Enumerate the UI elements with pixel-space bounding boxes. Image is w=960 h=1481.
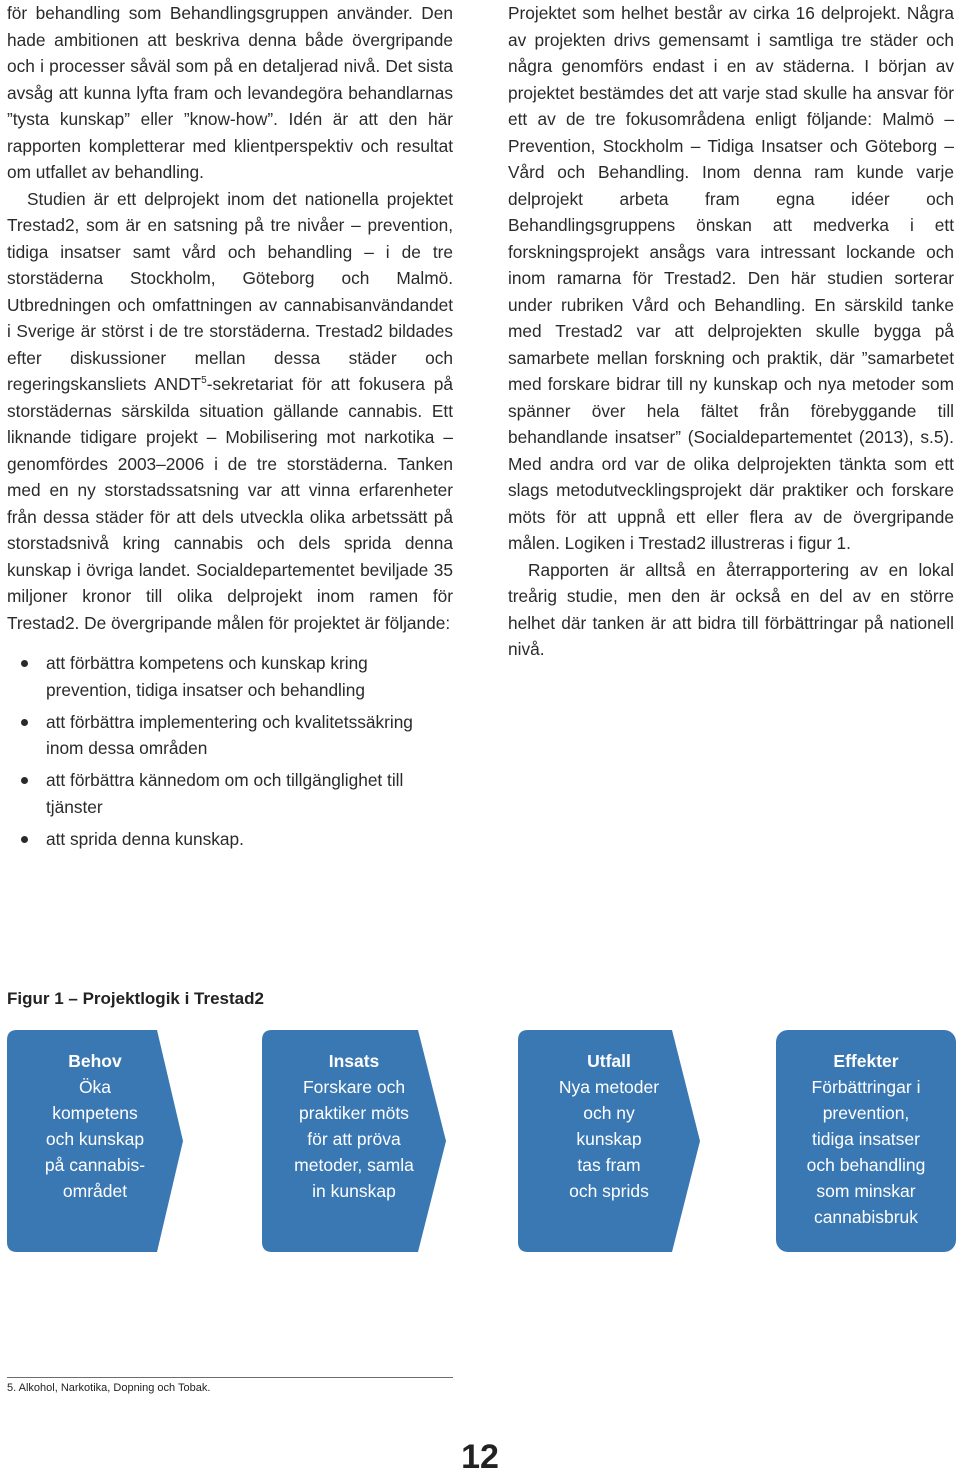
footnote: 5. Alkohol, Narkotika, Dopning och Tobak. — [7, 1382, 211, 1394]
list-item — [7, 826, 453, 853]
project-logic-flow — [0, 1030, 960, 1252]
footnote-divider — [7, 1377, 453, 1378]
flow-step-utfall — [518, 1030, 700, 1252]
list-item-text: att sprida denna kunskap. — [46, 828, 244, 849]
flow-step-heading: Insats — [328, 1051, 380, 1071]
flow-step-body: Forskare och praktiker möts för att pröva metoder, samla in kunskap — [294, 1077, 414, 1201]
list-item-text: att förbättra implementering och kvalitetssäkring inom dessa områden — [46, 711, 413, 758]
bullet-icon — [21, 836, 28, 843]
flow-step-heading: Behov — [68, 1051, 122, 1071]
paragraph: Rapporten är alltså en återrapportering av en lokal treårig studie, men den är också en del av en större helhet där tanken är att bidra till förbättringar på nationell nivå. — [508, 559, 954, 659]
bullet-icon — [21, 660, 28, 667]
bullet-icon — [21, 777, 28, 784]
paragraph: för behandling som Behandlingsgruppen använder. Den hade ambitionen att beskriva denna både övergripande och i processer såväl som på en detaljerad nivå. Det sista avsåg att kunna lyfta fram och levandegöra behandlarnas ”tysta kunskap” eller ”know-how”. Idén är att den här rapporten kompletterar med klientperspektiv och resultat om utfallet av behandling. — [7, 3, 453, 182]
paragraph-trestad2 — [7, 186, 453, 637]
left-text-column — [7, 0, 453, 858]
flow-step-effekter — [776, 1030, 956, 1252]
list-item — [7, 767, 453, 820]
figure-title: Figur 1 – Projektlogik i Trestad2 — [7, 989, 264, 1008]
flow-step-text — [776, 1048, 956, 1230]
flow-step-body: Öka kompetens och kunskap på cannabis- området — [44, 1077, 146, 1201]
paragraph-text: -sekretariat för att fokusera på storstädernas särskilda situation gällande cannabis. Ett liknande tidigare projekt – Mobilisering mot narkotika – genomfördes 2003–2006 i de tre storstäderna. Tanken med en ny storstadssatsning var att vinna erfarenheter från dessa städer för att dels utveckla olika arbetssätt på storstadsnivå kring cannabis och dels sprida denna kunskap i övriga landet. Socialdepartementet beviljade 35 miljoner kronor till olika delprojekt inom ramen för Trestad2. De övergripande målen för projektet är följande: — [7, 374, 453, 633]
list-item — [7, 650, 453, 703]
goals-list — [7, 650, 453, 852]
right-text-column — [508, 0, 954, 663]
paragraph-text: Studien är ett delprojekt inom det nationella projektet Trestad2, som är en satsning på tre nivåer – prevention, tidiga insatser samt vård och behandling – i de tre storstäderna Stockholm, Göteborg och Malmö. Utbredningen och omfattningen av cannabisanvändandet i Sverige är störst i de tre storstäderna. Trestad2 bildades efter diskussioner mellan dessa städer och regeringskansliets ANDT — [7, 188, 453, 394]
paragraph: Projektet som helhet består av cirka 16 delprojekt. Några av projekten drivs gemensamt i samtliga tre städer och några genomförs endast i en av städerna. I början av projektet bestämdes det att varje stad skulle ha ansvar för ett av de tre fokusområdena enligt följande: Malmö – Prevention, Stockholm – Tidiga Insatser och Göteborg – Vård och Behandling. Inom denna ram kunde varje delprojekt arbeta fram egna idéer och Behandlingsgruppens önskan att medverka i ett forskningsprojekt ansågs vara intressant lockande och inom ramarna för Trestad2. Den här studien sorterar under rubriken Vård och Behandling. En särskild tanke med Trestad2 var att delprojekten skulle bygga på samarbete mellan forskning och praktik, där ”samarbetet med forskare bidrar till ny kunskap och nya metoder som spänner över hela fältet från förebyggande till behandlande insatser” (Socialdepartementet (2013), s.5). Med andra ord var de olika delprojekten tänkta som ett slags metodutvecklingsprojekt där praktiker och forskare möts för att uppnå ett eller flera av de övergripande målen. Logiken i Trestad2 illustreras i figur 1. — [508, 3, 954, 553]
flow-step-behov — [7, 1030, 183, 1252]
flow-step-body: Nya metoder och ny kunskap tas fram och sprids — [558, 1077, 660, 1201]
page-number: 12 — [461, 1438, 499, 1476]
flow-step-text — [262, 1048, 446, 1204]
flow-step-heading: Effekter — [833, 1051, 899, 1071]
flow-step-body: Förbättringar i prevention, tidiga insatser och behandling som minskar cannabisbruk — [806, 1077, 926, 1227]
flow-step-text — [7, 1048, 183, 1204]
bullet-icon — [21, 719, 28, 726]
footnote-ref: 5 — [201, 375, 207, 386]
flow-step-text — [518, 1048, 700, 1204]
flow-step-insats — [262, 1030, 446, 1252]
list-item-text: att förbättra kompetens och kunskap kring prevention, tidiga insatser och behandling — [46, 653, 368, 700]
flow-step-heading: Utfall — [587, 1051, 631, 1071]
list-item — [7, 709, 453, 762]
list-item-text: att förbättra kännedom om och tillgänglighet till tjänster — [46, 770, 404, 817]
